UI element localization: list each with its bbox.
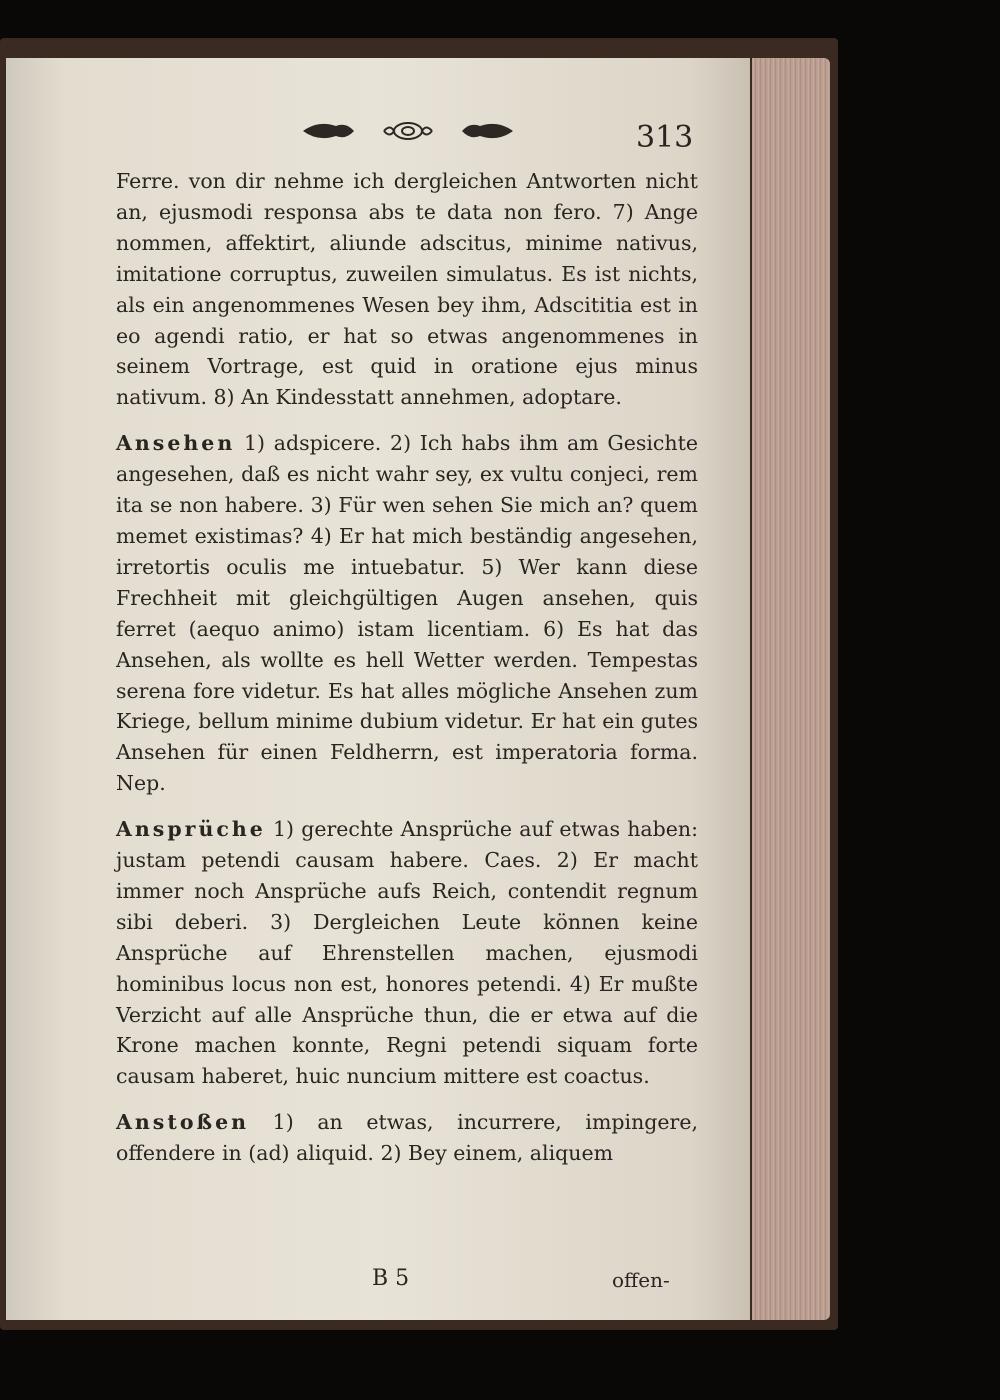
page-number: 313 (636, 120, 694, 155)
entry-ansehen (116, 428, 698, 799)
entry-headword: Anstoßen (116, 1110, 250, 1135)
entry-text: 1) adspicere. 2) Ich habs ihm am Gesichte angesehen, daß es nicht wahr sey, ex vultu conjeci, rem ita se non habere. 3) Für wen sehen Sie mich an? quem memet existimas? 4) Er hat mich beständig angesehen, irretortis oculis me intuebatur. 5) Wer kann diese Frechheit mit gleichgültigen Augen ansehen, quis ferret (aequo animo) istam licentiam. 6) Es hat das Ansehen, als wollte es hell Wetter werden. Tempestas serena fore videtur. Es hat alles mögliche Ansehen zum Kriege, bellum minime dubium videtur. Er hat ein gutes Ansehen für einen Feldherrn, est imperatoria forma. Nep. (116, 431, 698, 796)
entry-text: Ferre. von dir nehme ich dergleichen Antworten nicht an, ejusmodi responsa abs te data non fero. 7) Ange nommen, affektirt, aliunde adscitus, minime nativus, imitatione corruptus, zuweilen simulatus. Es ist nichts, als ein angenommenes Wesen bey ihm, Adscititia est in eo agendi ratio, er hat so etwas angenommenes in seinem Vortrage, est quid in oratione ejus minus nativum. 8) An Kindesstatt annehmen, adoptare. (116, 169, 698, 410)
entry-text: 1) gerechte Ansprüche auf etwas haben: justam petendi causam habere. Caes. 2) Er macht immer noch Ansprüche aufs Reich, contendit regnum sibi deberi. 3) Dergleichen Leute können keine Ansprüche auf Ehrenstellen machen, ejusmodi hominibus locus non est, honores petendi. 4) Er mußte Verzicht auf alle Ansprüche thun, die er etwa auf die Krone machen konnte, Regni petendi siquam forte causam haberet, huic nuncium mittere est coactus. (116, 817, 698, 1089)
signature-mark: B 5 (372, 1266, 410, 1291)
catchword: offen- (612, 1268, 670, 1292)
entry-headword: Ansehen (116, 431, 236, 456)
entry-anstossen (116, 1107, 698, 1169)
header-ornament-icon (298, 118, 518, 144)
entry-text: 1) an etwas, incurrere, impingere, offendere in (ad) aliquid. 2) Bey einem, aliquem (116, 1110, 698, 1166)
entry-ansprueche (116, 814, 698, 1092)
entry-headword: Ansprüche (116, 817, 266, 842)
book-page (6, 58, 750, 1320)
dictionary-text (116, 166, 698, 1169)
page-fore-edge (752, 58, 830, 1320)
entry-ferre-continuation (116, 166, 698, 413)
